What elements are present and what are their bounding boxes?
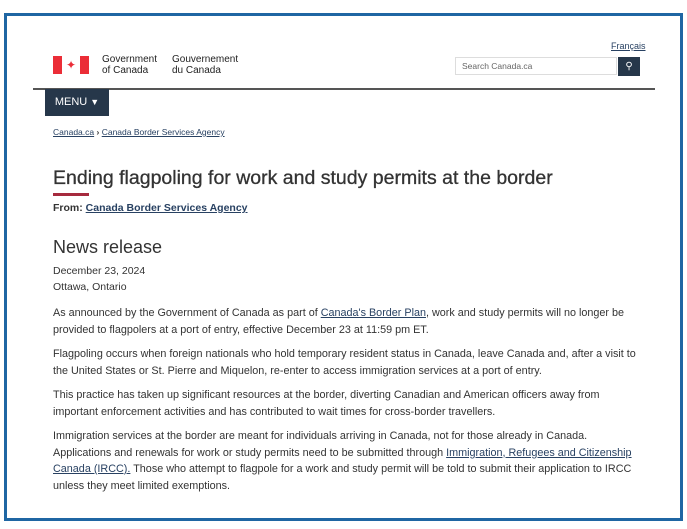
breadcrumb-separator: › [96,127,100,137]
maple-leaf-icon: ✦ [62,56,80,74]
header-divider [33,88,655,90]
page-title: Ending flagpoling for work and study permits at the border [53,167,553,189]
content-type-heading: News release [53,237,163,257]
from-line: From: Canada Border Services Agency [53,202,248,214]
canada-flag-logo [53,56,89,74]
breadcrumb [53,127,225,137]
from-agency-link[interactable]: Canada Border Services Agency [85,202,248,214]
chevron-down-icon: ▼ [90,97,100,107]
title-underline [53,193,89,196]
ircc-link[interactable]: Immigration, Refugees and Citizenship Canada (IRCC). [53,446,632,475]
paragraph-1: As announced by the Government of Canada as part of Canada's Border Plan, work and study permits will no longer be provided to flagpolers at a port of entry, effective December 23 at 11:59 pm ET. [53,307,625,336]
release-date: December 23, 2024 [53,265,146,277]
article-body [53,305,643,502]
gov-name-en: Government of Canada [102,54,158,76]
search-icon: ⚲ [625,61,633,72]
search-input[interactable]: Search Canada.ca [455,57,617,75]
paragraph-4: Immigration services at the border are meant for individuals arriving in Canada, not for those already in Canada. Applications and renewals for work or study permits need to be submitted through Immigration, Refugees and Citizenship Canada (IRCC). Those who attempt to flagpole for a work and study permit will be told to submit their application to IRCC unless they meet limited exemptions. [53,430,632,492]
breadcrumb-canada[interactable]: Canada.ca [53,127,95,137]
menu-button[interactable] [45,89,109,116]
paragraph-2: Flagpoling occurs when foreign nationals who hold temporary resident status in Canada, leave Canada and, after a visit to the United States or St. Pierre and Miquelon, re-enter to access immigration services at a port of entry. [53,348,636,377]
language-toggle-link[interactable]: Français [611,41,646,51]
border-plan-link[interactable]: Canada's Border Plan [320,307,426,319]
release-location: Ottawa, Ontario [53,281,127,293]
paragraph-3: This practice has taken up significant resources at the border, diverting Canadian and American officers away from important enforcement activities and has contributed to wait times for cross-border travellers. [53,389,600,418]
menu-label: MENU [54,96,88,108]
search-button[interactable] [618,57,640,76]
screenshot-frame [4,13,683,521]
breadcrumb-cbsa[interactable]: Canada Border Services Agency [101,127,225,137]
gov-name-fr: Gouvernement du Canada [172,54,239,76]
